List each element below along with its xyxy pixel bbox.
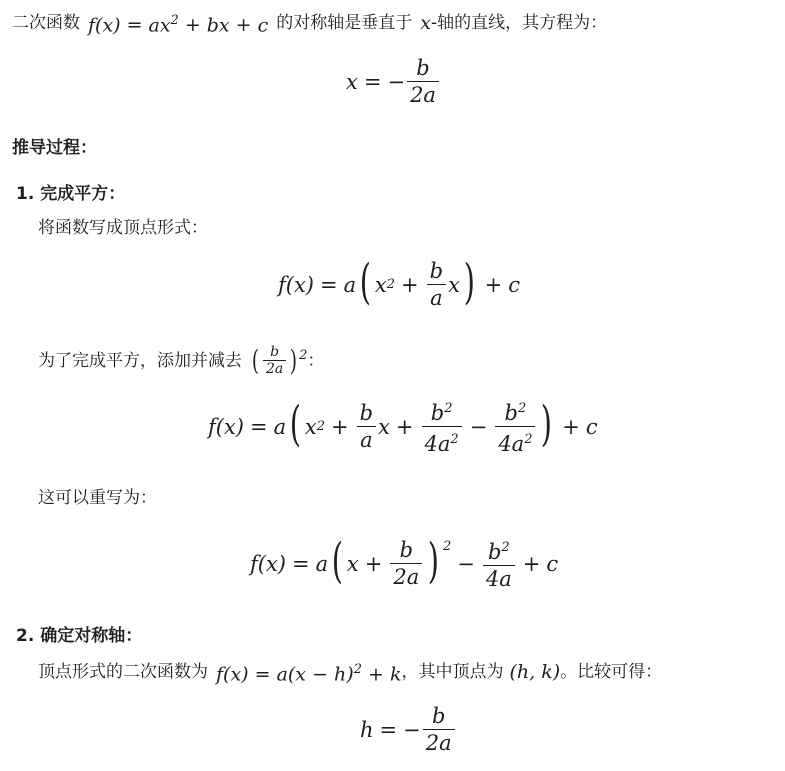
derivation-title: 推导过程： xyxy=(12,138,97,158)
eq3-fraction1 xyxy=(390,537,422,590)
step1-equation1 xyxy=(278,253,521,311)
step2-formula-post: + k xyxy=(361,663,402,686)
step2-eq-numerator: b xyxy=(431,704,446,728)
eq2-sq: 2 xyxy=(316,418,326,434)
eq2-plus: + xyxy=(331,414,349,439)
step2-heading: 2. 确定对称轴： xyxy=(16,626,143,646)
eq3-num2-sq: 2 xyxy=(501,540,510,555)
eq1-fraction xyxy=(427,258,446,311)
eq2-x: x xyxy=(304,414,317,439)
eq2-plus2: + xyxy=(395,414,414,439)
desc2-prefix: 为了完成平方，添加并减去 xyxy=(38,350,242,371)
eq3-close-paren: ) xyxy=(427,532,440,589)
eq1-plus2: + xyxy=(484,272,503,297)
desc2-formula xyxy=(250,344,307,377)
eq3-minus: − xyxy=(457,551,475,576)
eq1-numerator: b xyxy=(429,259,444,283)
intro-c: c xyxy=(257,14,269,37)
step2-eq-fraction xyxy=(423,703,455,756)
step2-desc-prefix: 顶点形式的二次函数为 xyxy=(38,662,208,683)
step1-equation3 xyxy=(250,532,559,592)
eq3-num1: b xyxy=(399,538,414,562)
intro-a: a xyxy=(148,14,160,37)
eq2-plus3: + xyxy=(562,414,580,439)
eq2-num3-base: b xyxy=(504,401,518,425)
eq2-den3-sq: 2 xyxy=(524,432,533,447)
eq2-den2-sq: 2 xyxy=(450,432,459,447)
eq1-a: a xyxy=(343,272,357,297)
intro-line xyxy=(12,9,607,37)
intro-x: x xyxy=(159,14,171,37)
eq2-den3 xyxy=(495,426,535,457)
eq1-plus: + xyxy=(401,272,419,297)
step1-heading: 1. 完成平方： xyxy=(16,184,126,204)
intro-plus2: + xyxy=(235,14,252,37)
eq2-a: a xyxy=(273,414,287,439)
axis-minus: − xyxy=(387,69,406,94)
desc2-close-paren: ) xyxy=(290,343,298,377)
step1-equation2 xyxy=(208,396,598,457)
intro-bx: bx xyxy=(206,14,230,37)
eq2-minus: − xyxy=(469,414,488,439)
eq1-sq: 2 xyxy=(386,276,396,292)
step2-eq-eq: = xyxy=(379,717,398,742)
eq3-num2-base: b xyxy=(487,540,502,564)
desc2-suffix: ： xyxy=(307,350,325,371)
eq2-lhs: f(x) xyxy=(208,414,245,439)
axis-numerator: b xyxy=(416,56,430,80)
intro-sq: 2 xyxy=(170,13,179,28)
desc2-sq: 2 xyxy=(299,348,308,363)
eq2-fraction2 xyxy=(422,396,462,457)
eq1-open-paren: ( xyxy=(359,253,372,310)
eq2-den2 xyxy=(422,426,462,457)
axis-eq: = xyxy=(363,69,382,94)
eq3-sq: 2 xyxy=(442,539,452,554)
eq3-open-paren: ( xyxy=(331,532,344,589)
intro-formula xyxy=(88,9,268,37)
eq2-den2-base: 4a xyxy=(424,432,451,456)
intro-mid: 的对称轴是垂直于 xyxy=(276,13,413,34)
step1-desc3: 这可以重写为： xyxy=(38,488,157,508)
intro-suffix: -轴的直线，其方程为： xyxy=(430,13,608,34)
eq2-c: c xyxy=(585,414,598,439)
desc2-numerator: b xyxy=(270,344,280,360)
intro-prefix: 二次函数 xyxy=(12,13,80,34)
eq3-a: a xyxy=(315,551,329,576)
eq3-plus2: + xyxy=(522,551,541,576)
eq1-eq: = xyxy=(320,272,338,297)
eq2-den1: a xyxy=(357,426,376,453)
eq1-x2: x xyxy=(448,272,460,297)
desc2-open-paren: ( xyxy=(251,343,260,377)
intro-fx: f(x) xyxy=(88,14,121,37)
eq3-x: x xyxy=(346,551,359,576)
intro-eq: = xyxy=(126,14,143,37)
eq2-x2: x xyxy=(378,414,390,439)
eq1-denominator: a xyxy=(427,284,446,311)
step2-eq-denominator: 2a xyxy=(423,729,455,756)
axis-denominator: 2a xyxy=(407,81,439,108)
intro-xvar: x xyxy=(420,12,431,35)
eq2-num2 xyxy=(428,396,456,426)
eq2-num2-sq: 2 xyxy=(444,401,453,416)
step2-vertex: (h, k) xyxy=(509,661,561,684)
intro-plus1: + xyxy=(184,14,201,37)
eq2-fraction3 xyxy=(495,396,535,457)
step2-eq-minus: − xyxy=(403,717,421,742)
step1-desc2 xyxy=(38,344,324,377)
eq2-num3 xyxy=(502,396,530,426)
eq3-c: c xyxy=(546,551,559,576)
step2-desc-suffix: 。比较可得： xyxy=(560,662,663,683)
eq3-plus: + xyxy=(364,551,383,576)
axis-equation xyxy=(346,55,441,108)
desc2-denominator: 2a xyxy=(263,360,286,377)
eq2-den3-base: 4a xyxy=(498,432,525,456)
eq2-open-paren: ( xyxy=(289,395,302,452)
step2-desc xyxy=(38,658,662,686)
eq3-num2 xyxy=(485,535,513,565)
step2-equation xyxy=(360,703,457,756)
eq3-lhs: f(x) xyxy=(250,551,287,576)
axis-fraction xyxy=(407,55,439,108)
eq1-lhs: f(x) xyxy=(278,272,315,297)
eq3-den1: 2a xyxy=(390,563,422,590)
eq2-num2-base: b xyxy=(430,401,445,425)
eq2-num1: b xyxy=(359,401,374,425)
step2-eq-lhs: h xyxy=(360,717,374,742)
step2-formula-sq: 2 xyxy=(353,662,362,677)
eq1-c: c xyxy=(508,272,521,297)
eq2-eq: = xyxy=(250,414,268,439)
eq2-fraction1 xyxy=(357,400,376,453)
eq3-fraction2 xyxy=(483,535,515,592)
eq3-eq: = xyxy=(292,551,310,576)
eq1-close-paren: ) xyxy=(463,253,475,310)
desc2-fraction xyxy=(263,344,286,377)
eq1-x: x xyxy=(374,272,387,297)
eq2-close-paren: ) xyxy=(541,395,553,452)
eq3-den2: 4a xyxy=(483,565,515,592)
step1-desc: 将函数写成顶点形式： xyxy=(38,218,208,238)
step2-formula-main: f(x) = a(x − h) xyxy=(216,663,354,686)
eq2-num3-sq: 2 xyxy=(517,401,527,416)
axis-lhs: x xyxy=(346,69,358,94)
step2-desc-mid: ，其中顶点为 xyxy=(401,662,504,683)
step2-formula xyxy=(216,658,401,686)
